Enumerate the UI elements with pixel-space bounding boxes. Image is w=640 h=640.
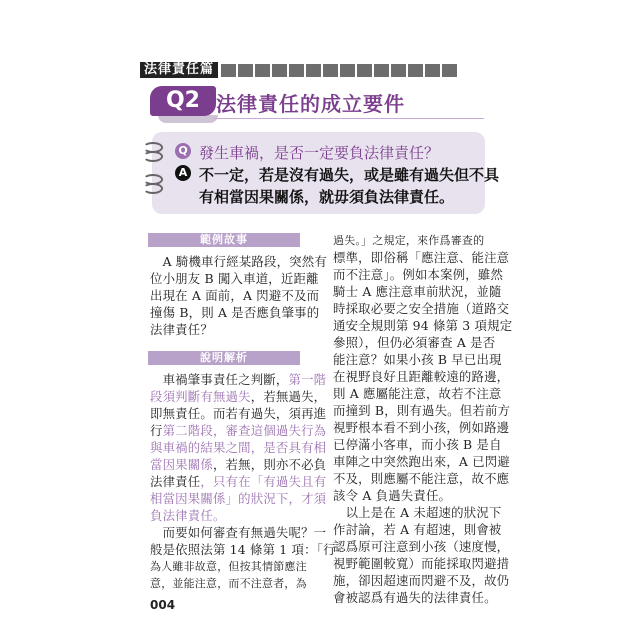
chapter-header xyxy=(140,62,485,78)
explain-line: 車禍肇事責任之判斷，第一階 xyxy=(150,372,327,387)
body-line: 標準，即俗稱「應注意、能注意 xyxy=(333,250,510,265)
example-heading: 範例故事 xyxy=(148,233,300,247)
body-line: 作討論，若 A 有超速，則會被 xyxy=(333,522,502,537)
body-line: 視野範圍較寬）而能採取閃避措 xyxy=(333,556,510,571)
explain-line: 法律責任，只有在「有過失且有 xyxy=(150,474,327,489)
explain-line: 與車禍的結果之間，是否具有相 xyxy=(150,440,327,455)
question-icon: Q xyxy=(175,143,191,159)
body-line: 通安全規則第 94 條第 3 項規定 xyxy=(333,318,513,333)
explain-line: 當因果關係，若無，則亦不必負 xyxy=(150,457,327,472)
body-line: 已停滿小客車，而小孩 B 是自 xyxy=(333,437,502,452)
question-badge: Q2 xyxy=(150,86,216,116)
body-line: 該令 A 負過失責任。 xyxy=(333,488,452,503)
explain-line: 段須判斷有無過失，若無過失， xyxy=(150,389,327,404)
chapter-tag: 法律責任篇 xyxy=(140,62,218,78)
body-line: 時採取必要之安全措施（道路交 xyxy=(333,301,510,316)
example-line: 撞傷 B，則 A 是否應負肇事的 xyxy=(150,305,320,320)
answer-text-line: 不一定，若是沒有過失，或是雖有過失但不具 xyxy=(199,166,500,184)
binder-ring-icon xyxy=(143,183,163,194)
body-line: 參照），但仍必須審查 A 是否 xyxy=(333,335,496,350)
body-line: 則 A 應屬能注意，故若不注意 xyxy=(333,386,502,401)
explain-line: 行第二階段，審查這個過失行為 xyxy=(150,423,327,438)
explain-line: 即無責任。而若有過失，須再進 xyxy=(150,406,327,421)
body-line: 而撞到 B，則有過失。但若前方 xyxy=(333,403,511,418)
body-line: 以上是在 A 未超速的狀況下 xyxy=(333,505,502,520)
header-decoration xyxy=(221,64,457,77)
body-line: 施，卻因超速而閃避不及，故仍 xyxy=(333,573,510,588)
body-line: 不及，則應屬不能注意，故不應 xyxy=(333,471,510,486)
page-number: 004 xyxy=(150,598,176,612)
quote-line: 為人雖非故意，但按其情節應注 xyxy=(150,560,307,573)
explain-line: 般是依照法第 14 條第 1 項：「行 xyxy=(150,542,336,557)
example-line: A 騎機車行經某路段，突然有 xyxy=(150,254,327,269)
body-line: 視野根本看不到小孩，例如路邊 xyxy=(333,420,510,435)
explain-line: 而要如何審查有無過失呢？一 xyxy=(150,525,327,540)
question-text: 發生車禍，是否一定要負法律責任？ xyxy=(199,144,440,162)
body-line: 車陣之中突然跑出來，A 已閃避 xyxy=(333,454,510,469)
example-line: 法律責任？ xyxy=(150,322,213,337)
body-line: 而不注意」。例如本案例，雖然 xyxy=(333,267,504,282)
quote-line: 意，並能注意，而不注意者，為 xyxy=(150,577,307,590)
explain-heading: 說明解析 xyxy=(148,351,300,365)
body-line: 騎士 A 應注意車前狀況，並隨 xyxy=(333,284,502,299)
body-line: 認爲原可注意到小孩（速度慢， xyxy=(333,539,510,554)
body-line: 能注意？如果小孩 B 早已出現 xyxy=(333,352,502,367)
badge-shadow xyxy=(158,115,218,123)
body-line: 會被認爲有過失的法律責任。 xyxy=(333,590,497,605)
example-line: 出現在 A 面前，A 閃避不及而 xyxy=(150,288,320,303)
explain-line: 負法律責任。 xyxy=(150,508,226,523)
answer-icon: A xyxy=(175,165,191,181)
title-underline xyxy=(214,118,484,119)
example-line: 位小朋友 B 闖入車道，近距離 xyxy=(150,271,319,286)
section-title: 法律責任的成立要件 xyxy=(216,92,405,116)
binder-ring-icon xyxy=(143,151,163,162)
body-line: 過失。」之規定，來作爲審查的 xyxy=(333,234,485,247)
explain-line: 相當因果關係」的狀況下，才須 xyxy=(150,491,327,506)
answer-text-line: 有相當因果關係，就毋須負法律責任。 xyxy=(199,188,455,206)
body-line: 在視野良好且距離較遠的路邊， xyxy=(333,369,510,384)
